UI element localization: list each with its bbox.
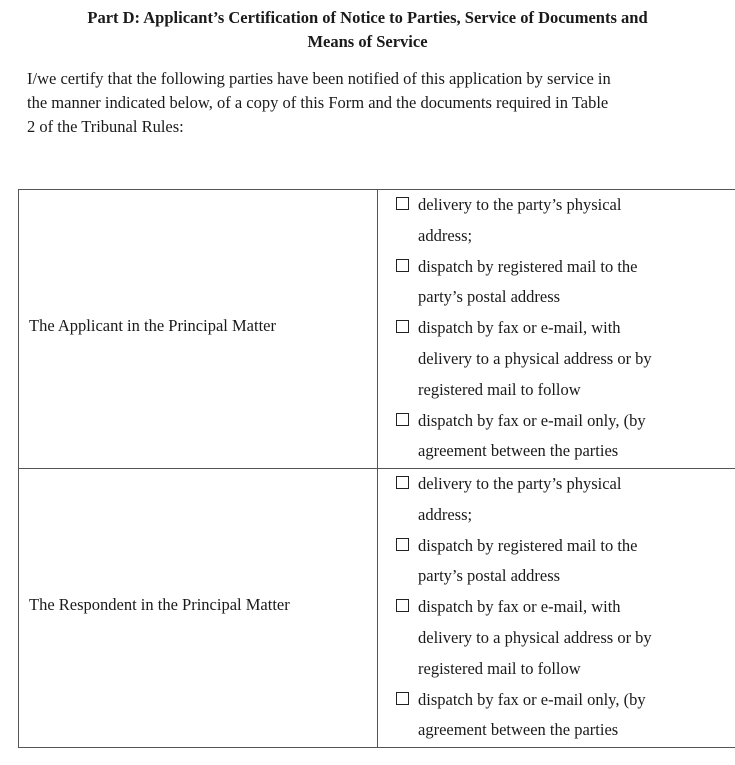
checkbox[interactable] (396, 320, 409, 333)
party-cell (19, 469, 378, 748)
section-heading (0, 6, 735, 54)
checkbox[interactable] (396, 692, 409, 705)
party-label: The Respondent in the Principal Matter (29, 595, 290, 614)
service-option-physical-delivery (394, 469, 735, 531)
option-text: registered mail to follow (418, 379, 581, 399)
option-text: dispatch by fax or e-mail, with (418, 597, 621, 617)
option-text: party’s postal address (418, 566, 561, 586)
checkbox[interactable] (396, 599, 409, 612)
service-option-registered-mail (394, 252, 735, 314)
option-text: agreement between the parties (418, 720, 619, 740)
service-option-fax-email-only (394, 685, 735, 747)
certification-line-2: the manner indicated below, of a copy of this Form and the documents required in Table (27, 93, 609, 112)
service-option-fax-email-with-followup (394, 592, 735, 684)
section-heading-line-2: Means of Service (307, 32, 428, 51)
option-text: party’s postal address (418, 287, 561, 307)
option-text: agreement between the parties (418, 441, 619, 461)
service-table (18, 189, 735, 748)
party-cell (19, 190, 378, 469)
option-text: dispatch by registered mail to the (418, 535, 638, 555)
option-text: address; (418, 504, 473, 524)
certification-line-3: 2 of the Tribunal Rules: (27, 117, 184, 136)
service-option-registered-mail (394, 531, 735, 593)
party-label: The Applicant in the Principal Matter (29, 316, 276, 335)
certification-statement (27, 67, 707, 139)
checkbox[interactable] (396, 413, 409, 426)
service-options-cell (378, 469, 735, 748)
option-text: delivery to a physical address or by (418, 627, 652, 647)
table-row (19, 190, 735, 469)
option-text: delivery to the party’s physical (418, 474, 622, 493)
option-text: dispatch by fax or e-mail, with (418, 318, 621, 338)
checkbox[interactable] (396, 538, 409, 551)
checkbox[interactable] (396, 197, 409, 210)
table-row (19, 469, 735, 748)
option-text: delivery to a physical address or by (418, 348, 652, 368)
service-option-fax-email-only (394, 406, 735, 468)
checkbox[interactable] (396, 259, 409, 272)
option-text: dispatch by fax or e-mail only, (by (418, 410, 646, 430)
service-option-physical-delivery (394, 190, 735, 252)
section-heading-line-1: Part D: Applicant’s Certification of Notice to Parties, Service of Documents and (87, 8, 648, 27)
option-text: dispatch by fax or e-mail only, (by (418, 689, 646, 709)
option-text: delivery to the party’s physical (418, 195, 622, 214)
certification-line-1: I/we certify that the following parties have been notified of this application by service in (27, 69, 611, 88)
checkbox[interactable] (396, 476, 409, 489)
service-options-cell (378, 190, 735, 469)
option-text: address; (418, 225, 473, 245)
option-text: dispatch by registered mail to the (418, 256, 638, 276)
option-text: registered mail to follow (418, 658, 581, 678)
service-option-fax-email-with-followup (394, 313, 735, 405)
